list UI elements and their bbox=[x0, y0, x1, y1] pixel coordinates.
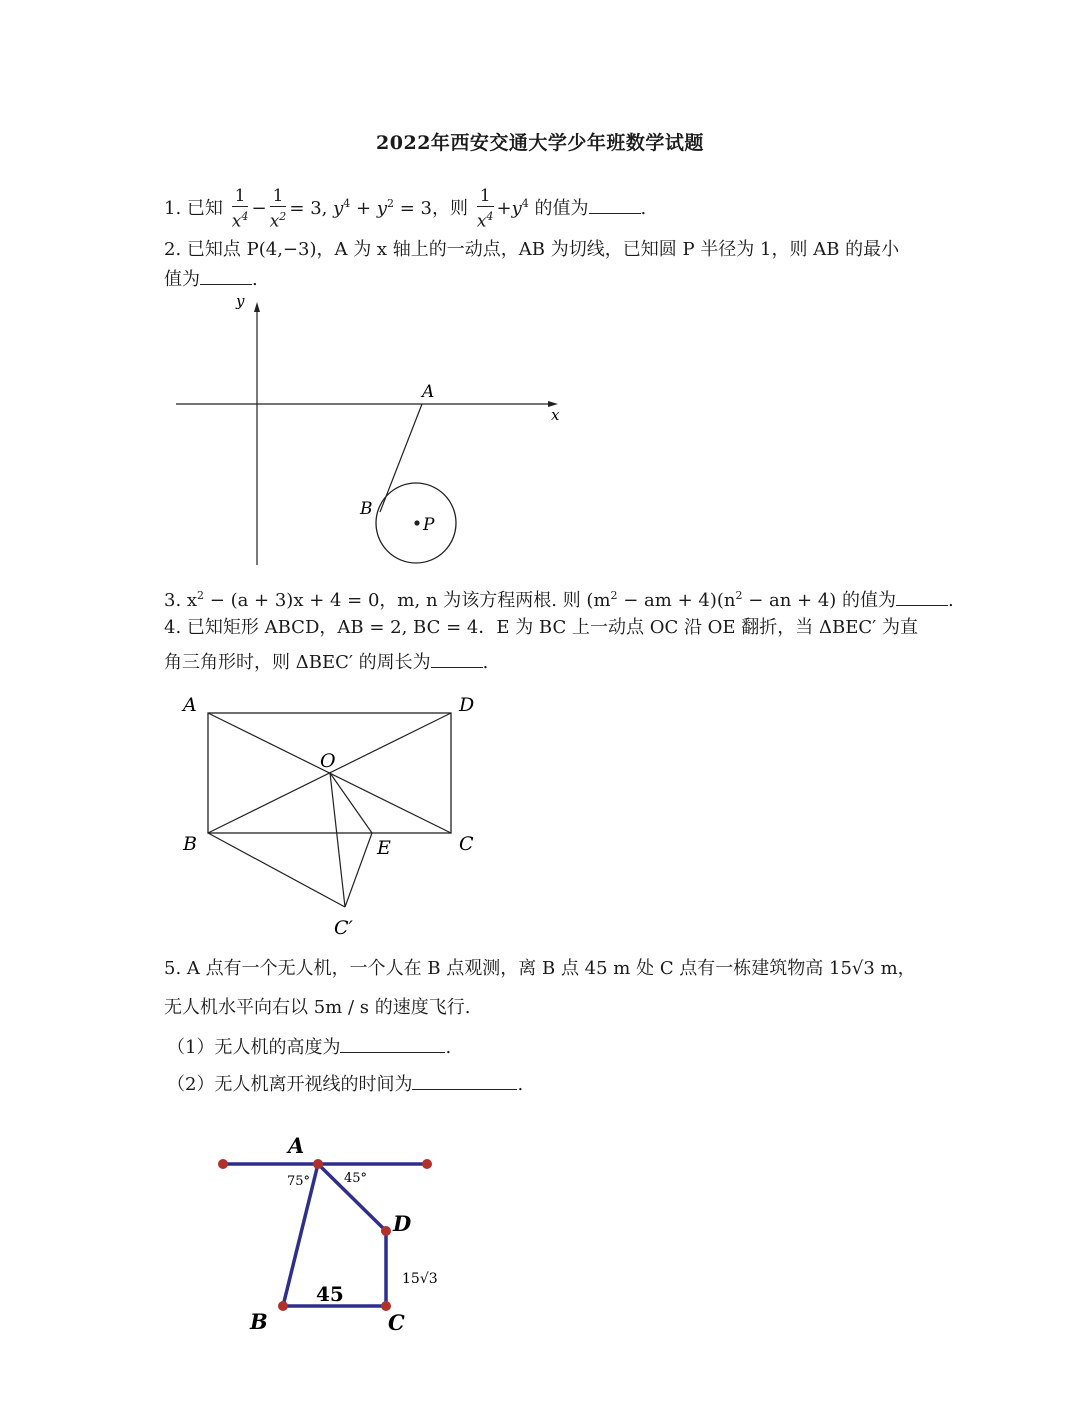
question-5-line-1: 5. A 点有一个无人机，一个人在 B 点观测，离 B 点 45 m 处 C 点有一栋建筑物高 15√3 m， bbox=[164, 958, 916, 979]
question-3: 3. $x^2 - (a + 3)x + 4 = 0$，m, n 为该方程两根. 则 ($m^2$ − am + $4)(n^2$ − an + 4) 的值为 . bbox=[164, 589, 954, 611]
point-right-end bbox=[422, 1159, 432, 1169]
label-o: O bbox=[320, 750, 336, 772]
label-p: P bbox=[423, 515, 435, 535]
angle-75: 75° bbox=[287, 1174, 311, 1189]
length-cd: 15√3 bbox=[402, 1271, 438, 1287]
label-b: B bbox=[250, 1309, 268, 1334]
question-5-line-2: 无人机水平向右以 5m / s 的速度飞行. bbox=[164, 997, 471, 1018]
question-5-sub-2: （2）无人机离开视线的时间为 . bbox=[167, 1071, 523, 1097]
label-a: A bbox=[183, 694, 197, 716]
fraction-3: $\frac{1}{x^4}$ bbox=[476, 186, 494, 232]
length-bc: 45 bbox=[316, 1282, 344, 1306]
label-b: B bbox=[183, 833, 197, 855]
point-d bbox=[381, 1226, 391, 1236]
angle-45: 45° bbox=[344, 1171, 368, 1186]
label-d: D bbox=[393, 1211, 412, 1236]
label-a: A bbox=[288, 1133, 305, 1158]
page-title: 2022年西安交通大学少年班数学试题 bbox=[376, 132, 704, 154]
label-d: D bbox=[459, 694, 475, 716]
fraction-1: $\frac{1}{x^4}$ bbox=[231, 186, 249, 232]
label-c-prime: C′ bbox=[334, 917, 353, 939]
fraction-2: $\frac{1}{x^2}$ bbox=[269, 186, 287, 232]
x-axis-label: x bbox=[551, 406, 560, 424]
question-4-line-1: 4. 已知矩形 ABCD，AB = 2, BC = 4．E 为 BC 上一动点 OC 沿 OE 翻折，当 ΔBEC′ 为直 bbox=[164, 617, 918, 638]
point-left-end bbox=[218, 1159, 228, 1169]
question-4-line-2: 角三角形时，则 ΔBEC′ 的周长为 . bbox=[164, 649, 488, 675]
label-e: E bbox=[377, 837, 391, 859]
point-a bbox=[313, 1159, 323, 1169]
point-b bbox=[278, 1301, 288, 1311]
question-2-line-2: 值为 . bbox=[164, 266, 258, 292]
y-axis-label: y bbox=[236, 292, 245, 310]
question-2-line-1: 2. 已知点 P(4,−3)，A 为 x 轴上的一动点，AB 为切线，已知圆 P 半径为 1，则 AB 的最小 bbox=[164, 239, 900, 260]
label-a: A bbox=[422, 382, 435, 402]
question-1: 1. 已知 $\frac{1}{x^4}$ − $\frac{1}{x^2}$ = 3, $y^4 + y^2 = 3$，则 $\frac{1}{x^4}$ $+y^4$ 的值为 . bbox=[164, 186, 647, 232]
label-b: B bbox=[360, 499, 373, 519]
label-c: C bbox=[459, 833, 474, 855]
label-c: C bbox=[388, 1310, 405, 1335]
question-5-sub-1: （1）无人机的高度为 . bbox=[167, 1034, 451, 1060]
